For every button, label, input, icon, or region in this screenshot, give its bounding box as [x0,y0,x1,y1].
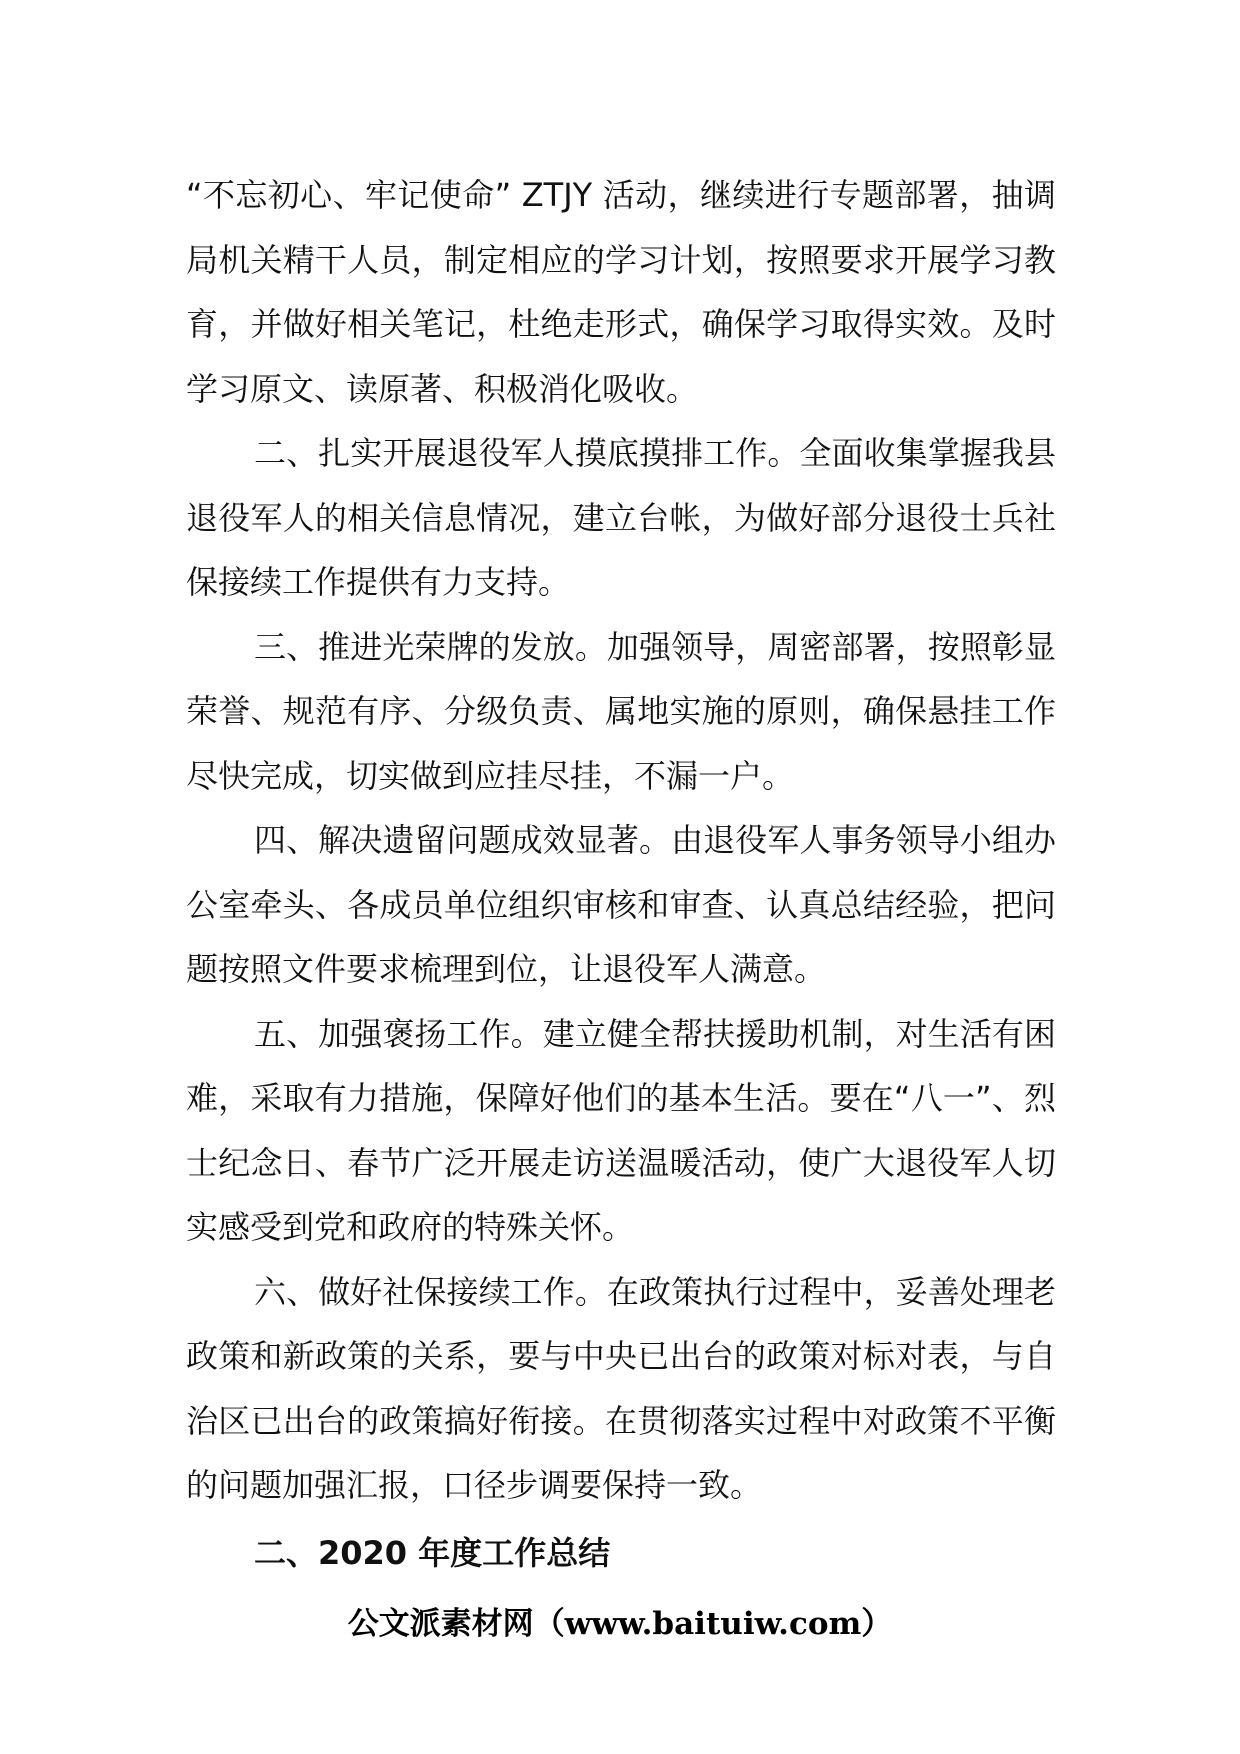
paragraph-item-3: 三、推进光荣牌的发放。加强领导，周密部署，按照彰显荣誉、规范有序、分级负责、属地实施的原则，确保悬挂工作尽快完成，切实做到应挂尽挂，不漏一户。 [186,627,1056,795]
paragraph-item-5: 五、加强褒扬工作。建立健全帮扶援助机制，对生活有困难，采取有力措施，保障好他们的基本生活。要在“八一”、烈士纪念日、春节广泛开展走访送温暖活动，使广大退役军人切实感受到党和政府的特殊关怀。 [186,1014,1056,1246]
footer-site-url: （www.baituiw.com） [533,1606,893,1642]
footer-watermark [0,1604,1240,1644]
footer-site-name: 公文派素材网 [347,1606,534,1642]
paragraph-item-4: 四、解决遗留问题成效显著。由退役军人事务领导小组办公室牵头、各成员单位组织审核和审查、认真总结经验，把问题按照文件要求梳理到位，让退役军人满意。 [186,821,1056,988]
paragraph-continuation: “不忘初心、牢记使命” ZTJY 活动，继续进行专题部署，抽调局机关精干人员，制定相应的学习计划，按照要求开展学习教育，并做好相关笔记，杜绝走形式，确保学习取得实效。及时学习原文、读原著、积极消化吸收。 [186,176,1056,408]
document-body [186,163,1056,1518]
paragraph-item-2: 二、扎实开展退役军人摸底摸排工作。全面收集掌握我县退役军人的相关信息情况，建立台帐，为做好部分退役士兵社保接续工作提供有力支持。 [186,434,1056,601]
paragraph-item-6: 六、做好社保接续工作。在政策执行过程中，妥善处理老政策和新政策的关系，要与中央已出台的政策对标对表，与自治区已出台的政策搞好衔接。在贯彻落实过程中对政策不平衡的问题加强汇报，口径步调要保持一致。 [186,1272,1056,1504]
section-heading: 二、2020 年度工作总结 [254,1534,611,1572]
